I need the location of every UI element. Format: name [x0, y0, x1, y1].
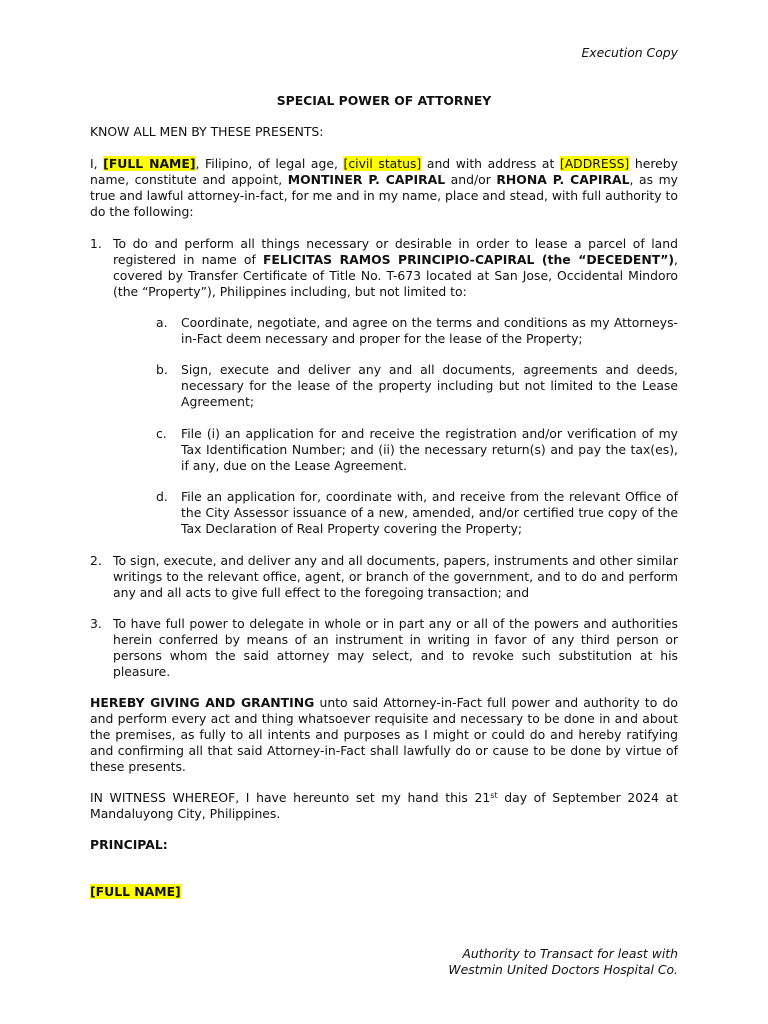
principal-label: PRINCIPAL:: [90, 837, 168, 852]
footer-note: [448, 946, 678, 978]
intro-text-4: hereby name, constitute and appoint,: [90, 156, 678, 187]
document-page: [90, 0, 678, 1024]
attorney-name-2: RHONA P. CAPIRAL: [496, 172, 630, 187]
sub-item-c: [156, 426, 678, 474]
signatory-name-placeholder: [90, 884, 181, 900]
signatory-name: [FULL NAME]: [90, 884, 181, 899]
ordinal-suffix: st: [490, 791, 498, 800]
intro-paragraph: [90, 156, 678, 220]
execution-copy-label: Execution Copy: [581, 45, 678, 60]
item-1-text-2: , covered by Transfer Certificate of Title No. T-673 located at San Jose, Occidental Mindoro (the “Property”), Philippines including, but not limited to:: [113, 252, 678, 299]
item-text: To have full power to delegate in whole or in part any or all of the powers and authorities herein conferred by means of an instrument in writing in favor of any third person or persons whom the said attorney may select, and to revoke such substitution at his pleasure.: [113, 616, 678, 679]
sub-item-letter: a.: [156, 315, 168, 330]
sub-item-text: Coordinate, negotiate, and agree on the terms and conditions as my Attorneys-in-Fact deem necessary and proper for the lease of the Property;: [181, 315, 678, 346]
intro-text-5: and/or: [445, 172, 497, 187]
opening-line: KNOW ALL MEN BY THESE PRESENTS:: [90, 124, 324, 139]
item-number: 1.: [90, 236, 102, 251]
intro-text-3: and with address at: [421, 156, 560, 171]
power-item-3: [90, 616, 678, 680]
principal-name-placeholder: [FULL NAME]: [103, 156, 196, 171]
civil-status-placeholder: [civil status]: [343, 156, 422, 171]
witness-text-1: IN WITNESS WHEREOF, I have hereunto set my hand this 21: [90, 790, 491, 805]
intro-text-6: , as my true and lawful attorney-in-fact, for me and in my name, place and stead, with full authority to do the following:: [90, 172, 678, 219]
sub-item-letter: d.: [156, 489, 168, 504]
address-placeholder: [ADDRESS]: [559, 156, 630, 171]
sub-item-text: File (i) an application for and receive the registration and/or verification of my Tax Identification Number; and (ii) the necessary return(s) and pay the tax(es), if any, due on the Lease Agreement.: [181, 426, 678, 473]
sub-item-text: File an application for, coordinate with, and receive from the relevant Office of the City Assessor issuance of a new, amended, and/or certified true copy of the Tax Declaration of Real Property covering the Property;: [181, 489, 678, 536]
sub-item-text: Sign, execute and deliver any and all documents, agreements and deeds, necessary for the lease of the property including but not limited to the Lease Agreement;: [181, 362, 678, 409]
granting-paragraph: [90, 695, 678, 775]
sub-item-letter: c.: [156, 426, 167, 441]
item-text: [113, 236, 678, 300]
granting-text: unto said Attorney-in-Fact full power and authority to do and perform every act and thing whatsoever requisite and necessary to be done in and about the premises, as fully to all intents and purposes as I might or could do and hereby ratifying and confirming all that said Attorney-in-Fact shall lawfully do or cause to be done by virtue of these presents.: [90, 695, 678, 774]
item-number: 3.: [90, 616, 102, 631]
footer-line-1: Authority to Transact for least with: [462, 946, 678, 961]
sub-item-d: [156, 489, 678, 537]
footer-line-2: Westmin United Doctors Hospital Co.: [448, 962, 678, 977]
sub-item-a: [156, 315, 678, 347]
sub-item-b: [156, 362, 678, 410]
power-item-1: [90, 236, 678, 300]
document-title: SPECIAL POWER OF ATTORNEY: [276, 93, 492, 108]
sub-item-letter: b.: [156, 362, 168, 377]
witness-paragraph: [90, 790, 678, 822]
power-item-2: [90, 553, 678, 601]
item-text: To sign, execute, and deliver any and all documents, papers, instruments and other similar writings to the relevant office, agent, or branch of the government, and to do and perform any and all acts to give full effect to the foregoing transaction; and: [113, 553, 678, 600]
intro-text-2: , Filipino, of legal age,: [195, 156, 344, 171]
item-number: 2.: [90, 553, 102, 568]
item-1-text-1: To do and perform all things necessary or desirable in order to lease a parcel of land registered in name of: [113, 236, 678, 267]
attorney-name-1: MONTINER P. CAPIRAL: [287, 172, 446, 187]
decedent-name: FELICITAS RAMOS PRINCIPIO-CAPIRAL (the “DECEDENT”): [262, 252, 675, 267]
intro-text-1: I,: [90, 156, 104, 171]
witness-text-2: day of September 2024 at Mandaluyong City, Philippines.: [90, 790, 678, 821]
granting-heading: HEREBY GIVING AND GRANTING: [90, 695, 315, 710]
